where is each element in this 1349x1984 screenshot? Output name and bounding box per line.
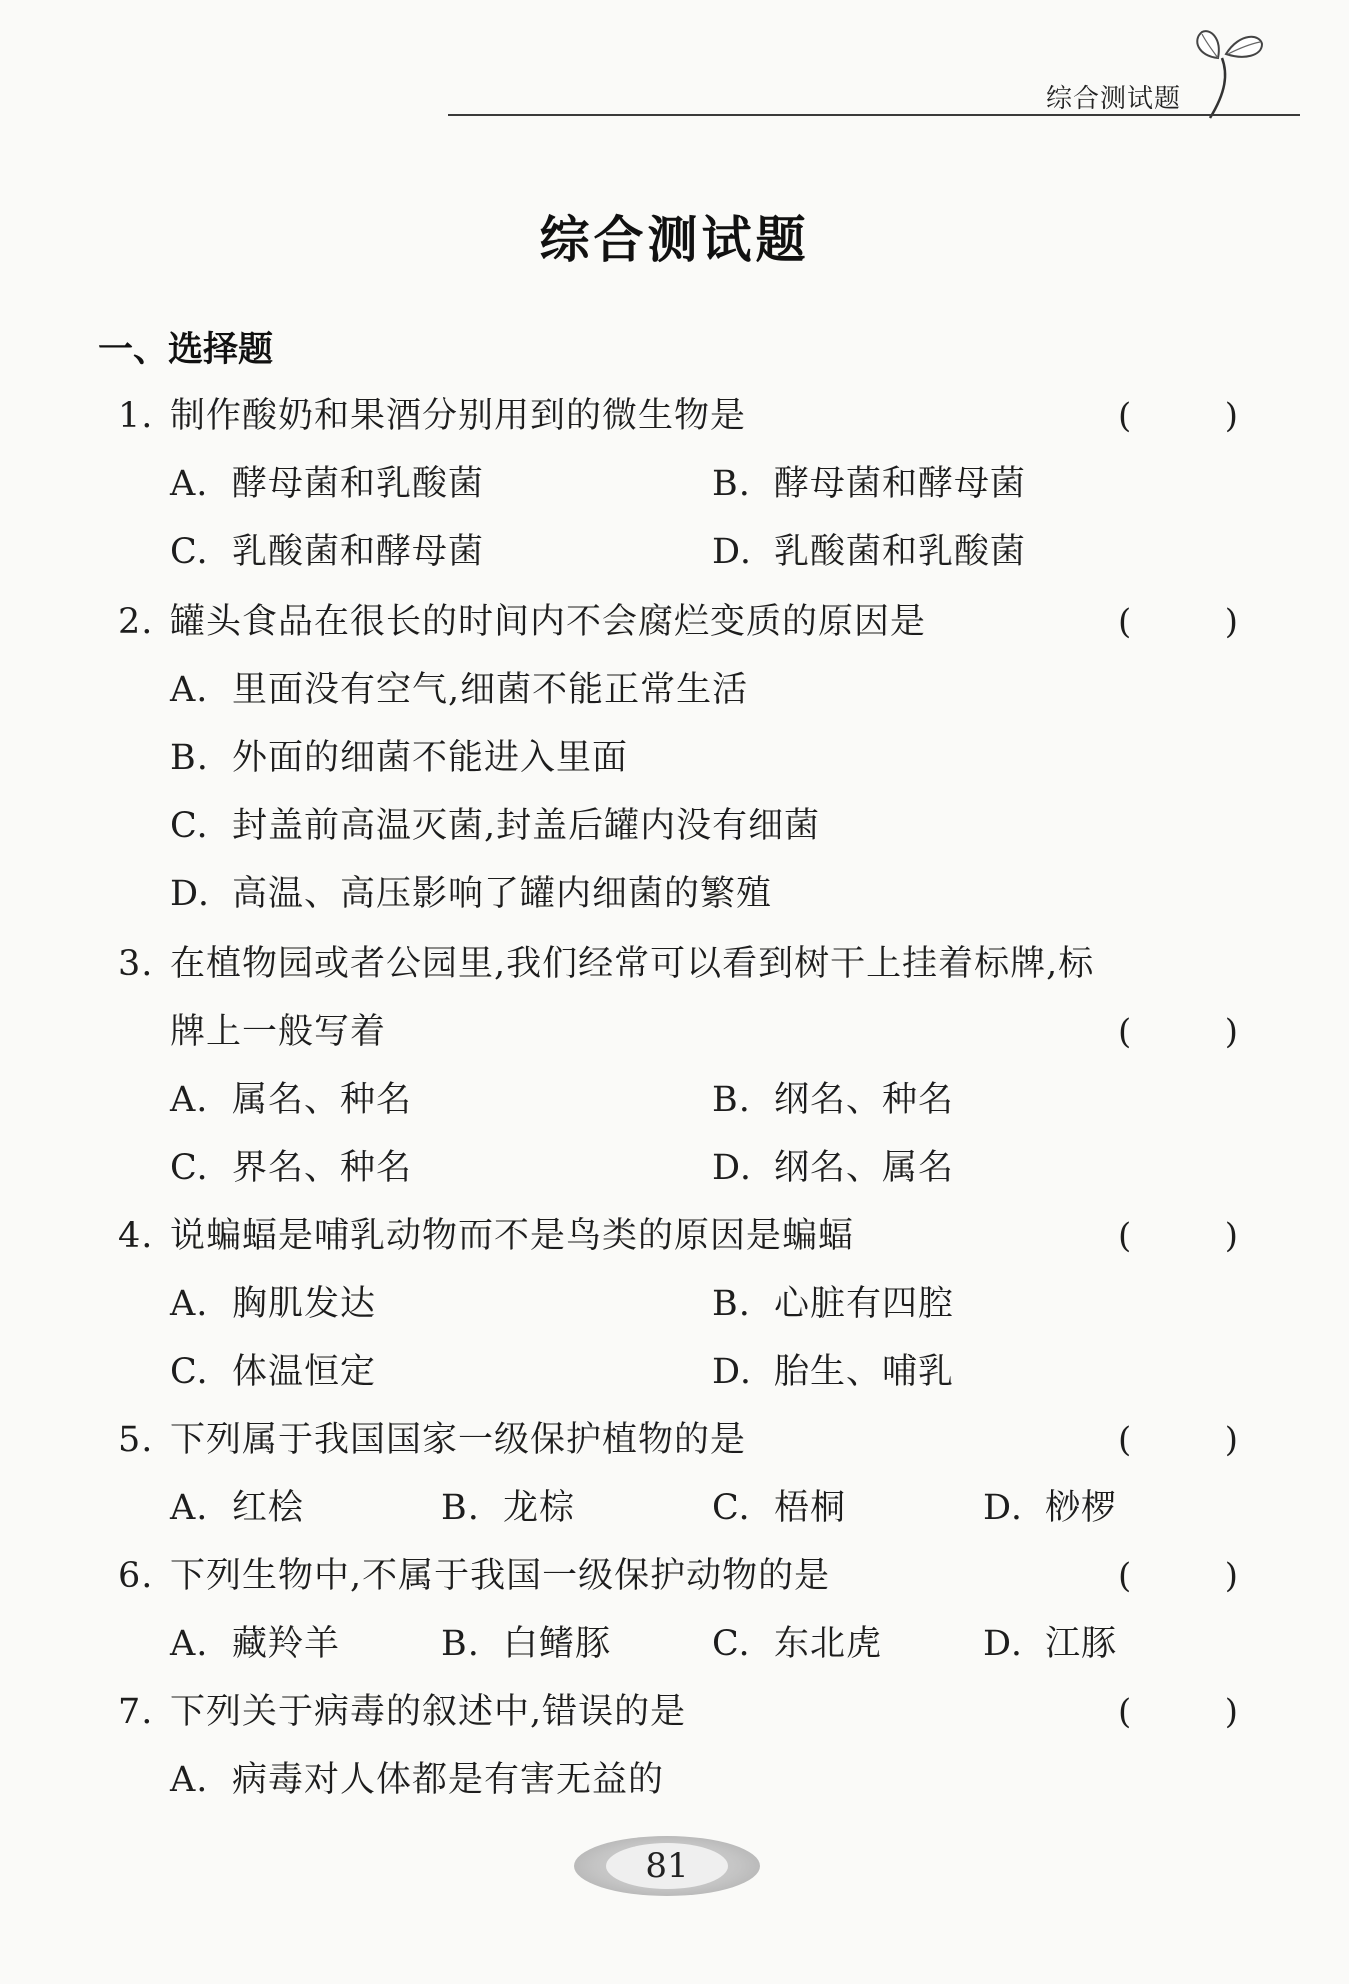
option-3b: B. 纲名、种名 — [712, 1080, 955, 1120]
option-4b: B. 心脏有四腔 — [712, 1284, 955, 1324]
option-4d: D. 胎生、哺乳 — [712, 1352, 955, 1392]
option-1d: D. 乳酸菌和乳酸菌 — [712, 532, 1027, 572]
option-5c: C. 梧桐 — [712, 1488, 847, 1528]
option-2b: B. 外面的细菌不能进入里面 — [170, 738, 629, 778]
option-7a: A. 病毒对人体都是有害无益的 — [170, 1760, 665, 1800]
question-stem-line2: 牌上一般写着 — [170, 1012, 387, 1052]
question-number: 5. — [118, 1420, 154, 1460]
option-6c: C. 东北虎 — [712, 1624, 883, 1664]
option-5b: B. 龙棕 — [441, 1488, 576, 1528]
question-stem: 下列生物中,不属于我国一级保护动物的是 — [170, 1556, 831, 1596]
option-1c: C. 乳酸菌和酵母菌 — [170, 532, 485, 572]
answer-blank-1: ( ) — [1118, 396, 1238, 436]
option-3d: D. 纲名、属名 — [712, 1148, 955, 1188]
question-stem: 下列属于我国国家一级保护植物的是 — [170, 1420, 747, 1460]
option-2d: D. 高温、高压影响了罐内细菌的繁殖 — [170, 874, 773, 914]
option-3a: A. 属名、种名 — [170, 1080, 413, 1120]
question-stem: 在植物园或者公园里,我们经常可以看到树干上挂着标牌,标 — [170, 944, 1095, 984]
answer-blank-2: ( ) — [1118, 602, 1238, 642]
section-heading: 一、选择题 — [98, 330, 274, 370]
option-1b: B. 酵母菌和酵母菌 — [712, 464, 1027, 504]
question-stem: 说蝙蝠是哺乳动物而不是鸟类的原因是蝙蝠 — [170, 1216, 855, 1256]
running-header: 综合测试题 — [1046, 84, 1182, 114]
question-number: 1. — [118, 396, 154, 436]
answer-blank-6: ( ) — [1118, 1556, 1238, 1596]
question-number: 7. — [118, 1692, 154, 1732]
option-6d: D. 江豚 — [983, 1624, 1118, 1664]
answer-blank-5: ( ) — [1118, 1420, 1238, 1460]
option-4c: C. 体温恒定 — [170, 1352, 377, 1392]
option-6a: A. 藏羚羊 — [170, 1624, 341, 1664]
answer-blank-7: ( ) — [1118, 1692, 1238, 1732]
question-stem: 罐头食品在很长的时间内不会腐烂变质的原因是 — [170, 602, 927, 642]
question-number: 3. — [118, 944, 154, 984]
question-number: 6. — [118, 1556, 154, 1596]
option-3c: C. 界名、种名 — [170, 1148, 413, 1188]
option-5d: D. 桫椤 — [983, 1488, 1118, 1528]
option-2c: C. 封盖前高温灭菌,封盖后罐内没有细菌 — [170, 806, 821, 846]
question-number: 2. — [118, 602, 154, 642]
question-stem: 制作酸奶和果酒分别用到的微生物是 — [170, 396, 747, 436]
option-6b: B. 白鳍豚 — [441, 1624, 612, 1664]
question-stem: 下列关于病毒的叙述中,错误的是 — [170, 1692, 687, 1732]
leaf-sprout-icon — [1188, 28, 1268, 120]
answer-blank-3: ( ) — [1118, 1012, 1238, 1052]
option-1a: A. 酵母菌和乳酸菌 — [170, 464, 485, 504]
option-4a: A. 胸肌发达 — [170, 1284, 377, 1324]
question-number: 4. — [118, 1216, 154, 1256]
page-number: 81 — [645, 1846, 689, 1886]
page-title: 综合测试题 — [539, 211, 810, 269]
option-2a: A. 里面没有空气,细菌不能正常生活 — [170, 670, 749, 710]
option-5a: A. 红桧 — [170, 1488, 305, 1528]
answer-blank-4: ( ) — [1118, 1216, 1238, 1256]
header-rule — [448, 114, 1300, 116]
